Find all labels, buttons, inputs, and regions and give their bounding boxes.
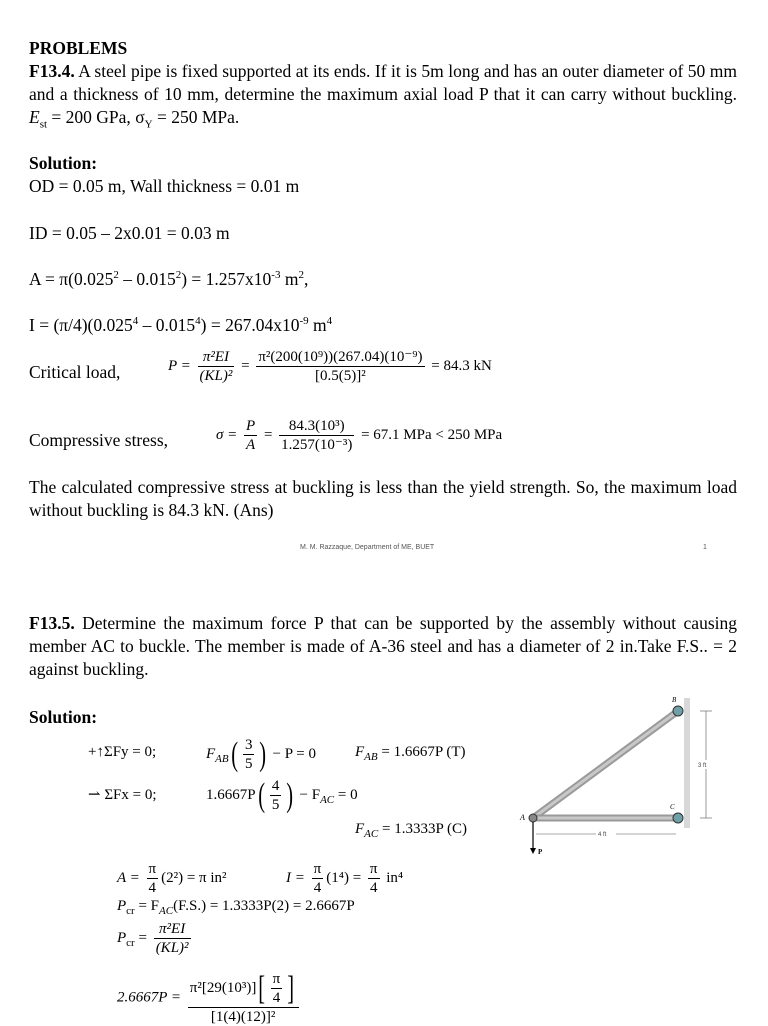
truss-figure [516,694,728,864]
solution-heading-1: Solution: [29,153,98,173]
eq-sum-fy: $F_{AB}$( $\frac{3}{5}$ ) − P = 0 [206,735,316,773]
sigma-y-symbol: $\sigma_Y$ [135,107,153,131]
problem-f13-4-statement [29,60,737,129]
eq-sum-fx-label: ⇀ ΣFx = 0; [88,787,157,803]
eq-sum-fy-label: +↑ΣFy = 0; [88,744,157,760]
line-area: $A = \pi(0.025^2 - 0.015^2) = 1.257x10^{-3}$ $m^2$, [29,269,309,289]
eq-fac-result: $F_{AC} = 1.3333P$ (C) [355,821,467,840]
pin-c [673,813,683,823]
eq-pcr-euler: $P_{cr}$ = $\frac{\text{π²EI}}{\text{(KL)²}}$ [117,921,189,956]
line-id: ID = 0.05 – 2x0.01 = 0.03 m [29,223,230,243]
conclusion-text: The calculated compressive stress at buckling is less than the yield strength. So, the maximum load without buckling is 84.3 kN. (Ans) [29,477,737,520]
eq-sum-fx: 1.6667P( $\frac{4}{5}$ ) − $F_{AC} = 0$ [206,776,358,814]
line-od: OD = 0.05 m, Wall thickness = 0.01 m [29,176,300,196]
problem-id: F13.4. [29,61,75,81]
heading-problems: PROBLEMS [29,38,128,58]
compressive-stress-label: Compressive stress, [29,430,169,450]
est-value: = 200 GPa, [51,107,131,127]
solution-heading-2: Solution: [29,707,98,727]
footer-author: M. M. Razzaque, Department of ME, BUET [300,544,435,551]
label-p: P [538,848,543,856]
line-inertia: $I = (\pi/4)(0.025^4 - 0.015^4) = 267.04x10^{-9}$ $m^4$ [29,315,333,335]
est-subscript: st [39,118,48,131]
label-dim-3ft: 3 ft [698,763,707,769]
label-c: C [670,803,675,811]
compressive-stress-equation: σ = $\frac{P}{A}$ = $\frac{\text{84.3(10³)}}{\text{1.257(10⁻³)}}$ = 67.1 MPa < 250 MPa [216,418,503,453]
problem-text-2: Determine the maximum force P that can be supported by the assembly without causing member AC to buckle. The member is made of A-36 steel and has a diameter of 2 in.Take F.S.. = 2 against buckling. [29,613,737,679]
critical-load-equation: P = $\frac{\text{π²EI}}{\text{(KL)²}}$ = $\frac{\text{π²(200(10⁹))(267.04)(10⁻⁹)}}{\text{[0.5(5)]²}}$ = 84.3 kN [168,349,492,384]
eq-pcr-fs: $P_{cr} = F_{AC}(F.S.) = 1.3333P(2) = 2.6667P$ [117,898,355,917]
problem-text: A steel pipe is fixed supported at its ends. If it is 5m long and has an outer diameter of 50 mm and a thickness of 10 mm, determine the maximum axial load P that it can carry without buckling. [29,61,737,104]
critical-load-label: Critical load, [29,362,121,382]
wall-support [684,698,690,828]
pin-a [529,814,537,822]
sigma-y-value: = 250 MPa. [156,107,240,127]
eq-area-inertia: A = $\frac{\pi}{4}$ (2²) = π in² I = $\frac{\pi}{4}$ (1⁴) = $\frac{\pi}{4}$ in⁴ [117,861,404,896]
label-a: A [520,813,525,822]
label-b: B [672,696,677,704]
page-number: 1 [703,544,707,551]
label-dim-4ft: 4 ft [598,832,607,838]
problem-id-2: F13.5. [29,613,75,633]
est-symbol: E [29,107,40,127]
problem-f13-5-statement [29,612,737,681]
eq-fab-result: $F_{AB} = 1.6667P$ (T) [355,744,466,763]
pin-b [673,706,683,716]
eq-solve-p: 2.6667P = π²[29(10³)][ $\frac{\pi}{4}$ ] [1(4)(12)]² [117,970,302,1026]
